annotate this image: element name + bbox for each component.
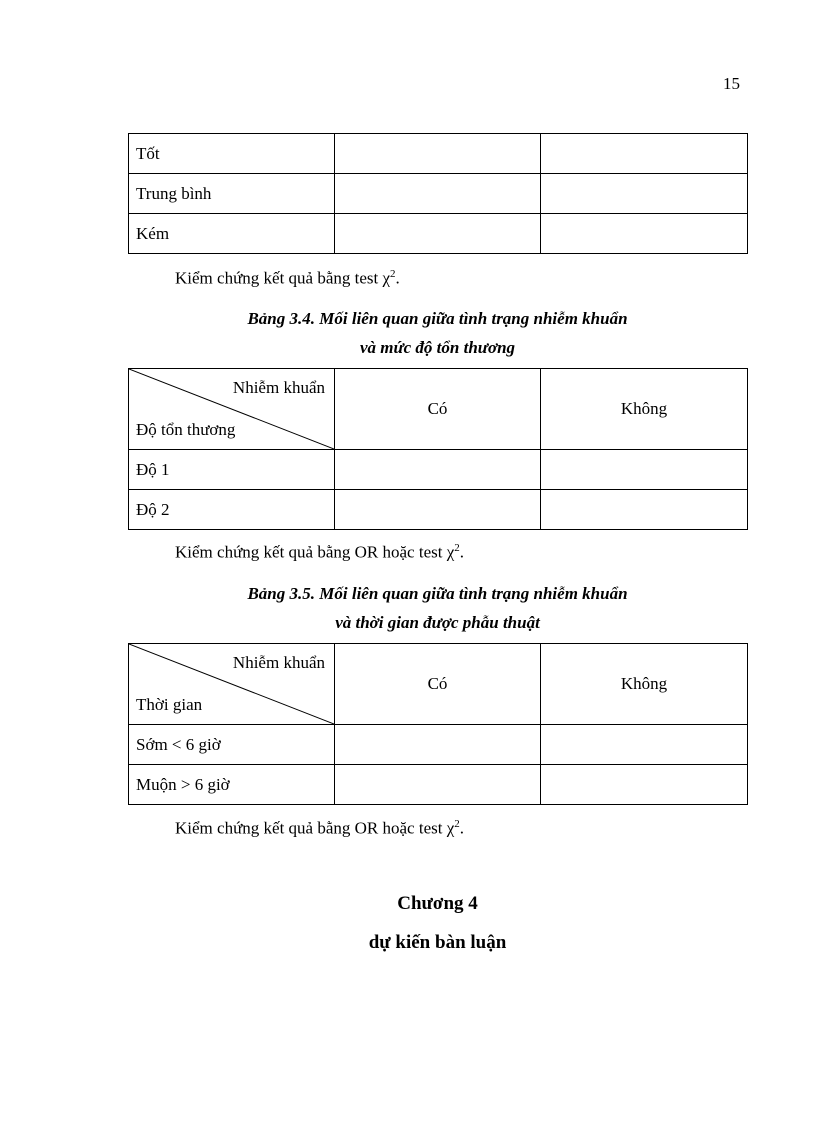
note-chi-square: [175, 268, 400, 289]
table-cell: [541, 134, 748, 174]
table-row: [129, 490, 748, 530]
row-label: Sớm < 6 giờ: [129, 725, 335, 765]
diagonal-header-cell: [129, 369, 335, 450]
chapter-title: Chương 4: [397, 893, 478, 914]
table-cell: [335, 134, 541, 174]
note-or-chi-square: [175, 542, 464, 563]
table-caption-line2: và mức độ tổn thương: [359, 338, 516, 357]
table-cell: [335, 765, 541, 805]
row-label: Kém: [129, 214, 335, 254]
note-end: .: [459, 542, 464, 562]
header-top-label: Nhiễm khuẩn: [232, 653, 325, 672]
table-cell: [541, 214, 748, 254]
table-cell: [335, 490, 541, 530]
table-3-4: [128, 368, 748, 530]
table-cell: [541, 725, 748, 765]
table-row: [129, 450, 748, 490]
table-row: [129, 725, 748, 765]
note-end: .: [459, 818, 464, 838]
column-header: Có: [335, 644, 541, 725]
table-cell: [541, 490, 748, 530]
note-end: .: [395, 268, 400, 288]
row-label: Trung bình: [129, 174, 335, 214]
note-sup: 2: [454, 818, 460, 830]
column-header: Không: [541, 369, 748, 450]
note-text: Kiểm chứng kết quả bằng OR hoặc test χ: [175, 818, 455, 838]
table-row: [129, 765, 748, 805]
header-bottom-label: Độ tổn thương: [136, 420, 236, 439]
column-header: Có: [335, 369, 541, 450]
table-cell: [541, 765, 748, 805]
chapter-subtitle: dự kiến bàn luận: [368, 932, 507, 953]
column-header: Không: [541, 644, 748, 725]
header-bottom-label: Thời gian: [136, 695, 203, 714]
quality-table: [128, 133, 748, 254]
page-number: 15: [723, 74, 740, 93]
table-cell: [335, 214, 541, 254]
table-row: [129, 214, 748, 254]
row-label: Muộn > 6 giờ: [129, 765, 335, 805]
table-row: [129, 174, 748, 214]
table-header-row: [129, 369, 748, 450]
table-cell: [335, 174, 541, 214]
table-header-row: [129, 644, 748, 725]
row-label: Độ 1: [129, 450, 335, 490]
note-sup: 2: [390, 268, 396, 280]
table-cell: [541, 174, 748, 214]
row-label: Độ 2: [129, 490, 335, 530]
table-3-5: [128, 643, 748, 805]
table-caption-line1: Bảng 3.5. Mối liên quan giữa tình trạng nhiễm khuẩn: [247, 584, 628, 603]
note-sup: 2: [454, 542, 460, 554]
diagonal-header-cell: [129, 644, 335, 725]
table-caption-line1: Bảng 3.4. Mối liên quan giữa tình trạng nhiễm khuẩn: [247, 309, 628, 328]
table-cell: [541, 450, 748, 490]
note-text: Kiểm chứng kết quả bằng test χ: [175, 268, 391, 288]
header-top-label: Nhiễm khuẩn: [232, 378, 325, 397]
note-text: Kiểm chứng kết quả bằng OR hoặc test χ: [175, 542, 455, 562]
note-or-chi-square: [175, 818, 464, 839]
table-cell: [335, 450, 541, 490]
table-cell: [335, 725, 541, 765]
row-label: Tốt: [129, 134, 335, 174]
table-row: [129, 134, 748, 174]
table-caption-line2: và thời gian được phẫu thuật: [335, 613, 540, 632]
